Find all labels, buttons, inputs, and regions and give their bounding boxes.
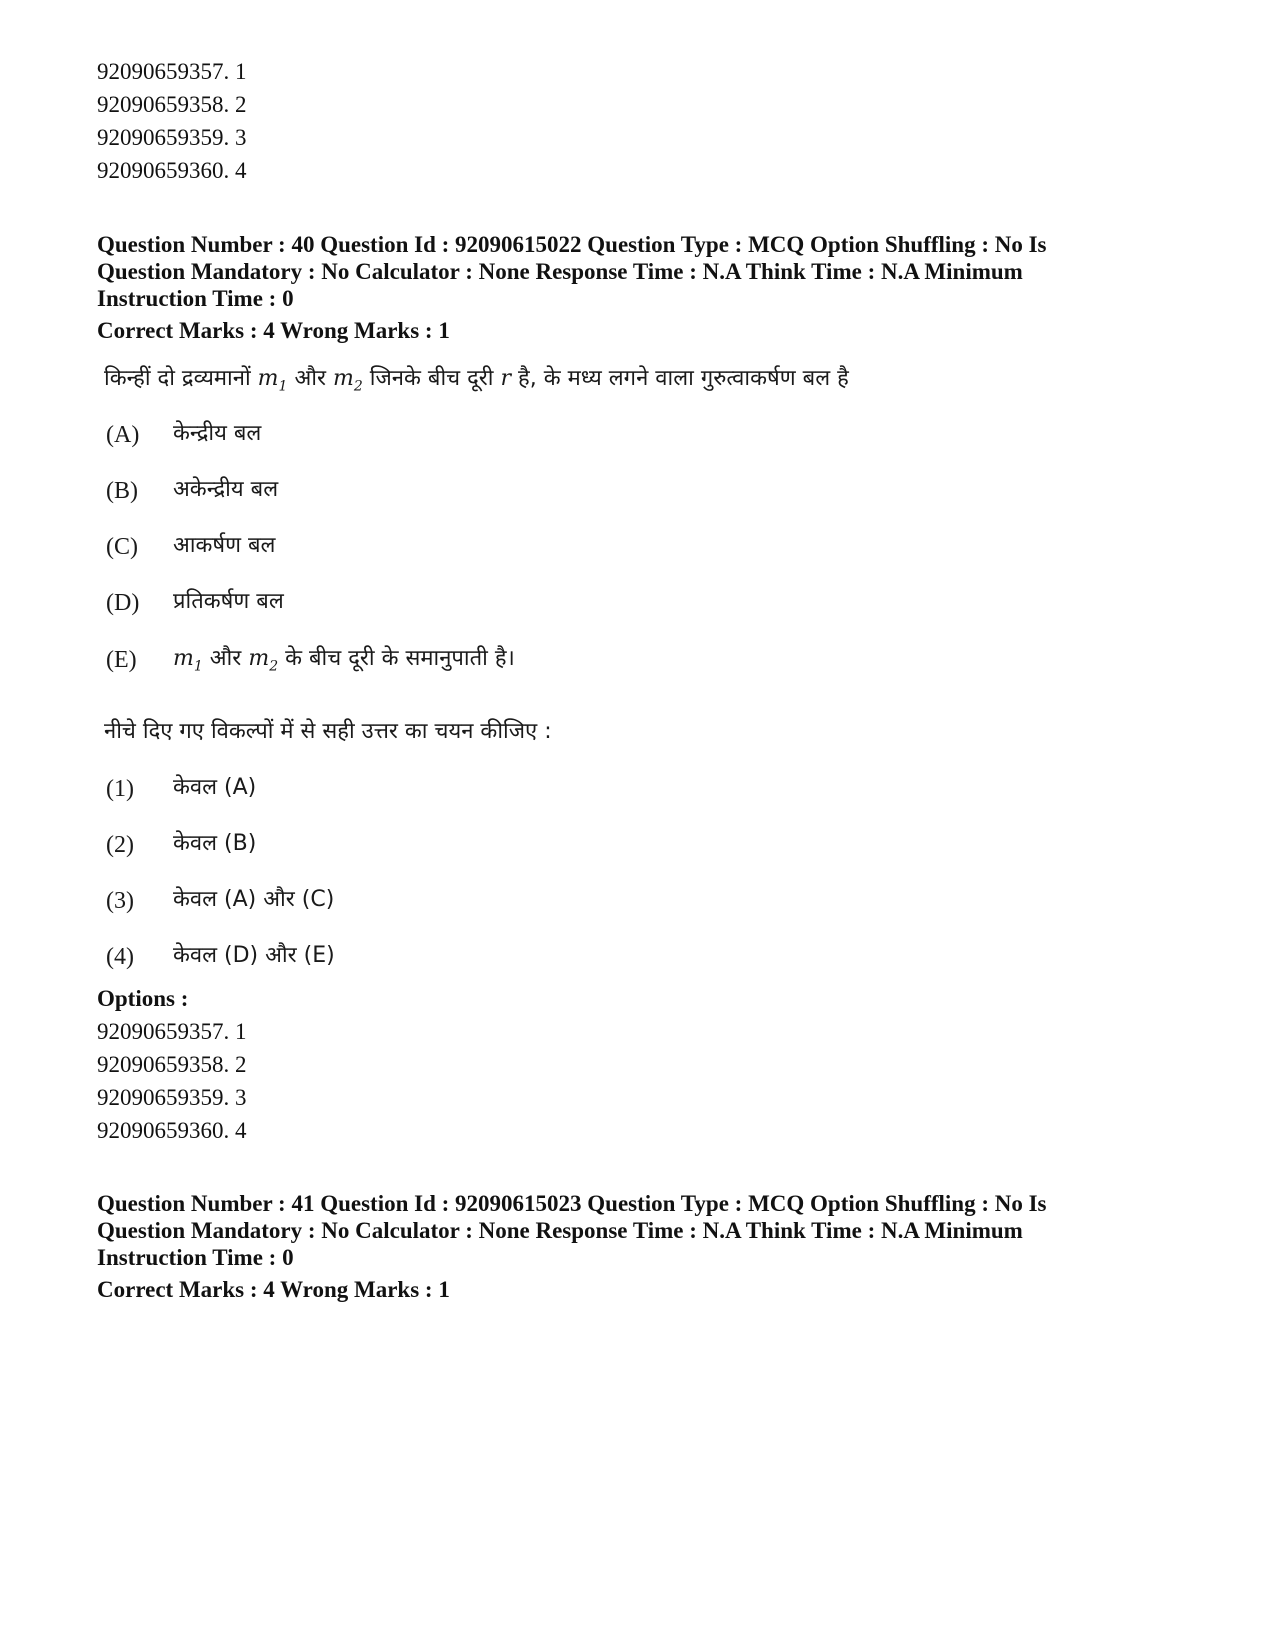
distance-r: r: [500, 366, 512, 391]
stem-text: किन्हीं दो द्रव्यमानों: [104, 366, 251, 391]
statement-label: (B): [106, 478, 138, 504]
option-line: 92090659358. 2: [97, 92, 247, 117]
statement-label: (E): [106, 647, 137, 673]
choice-label: (2): [106, 832, 134, 858]
choice-text: केवल (A) और (C): [173, 887, 335, 912]
mass-m2: $m_2$: [332, 366, 363, 395]
option-line: 92090659357. 1: [97, 1019, 247, 1044]
q40-stem: [104, 364, 849, 401]
statement-label: (C): [106, 534, 138, 560]
statement-label: (A): [106, 422, 140, 448]
options-heading: Options :: [97, 986, 189, 1011]
q41-marks: Correct Marks : 4 Wrong Marks : 1: [97, 1277, 450, 1302]
option-line: 92090659360. 4: [97, 158, 247, 183]
mass-m1: $m_1$: [257, 366, 288, 395]
stem-text: जिनके बीच दूरी: [369, 366, 494, 391]
mass-m2: $m_2$: [248, 646, 279, 675]
option-line: 92090659359. 3: [97, 125, 247, 150]
mass-m1: $m_1$: [173, 646, 203, 675]
q41-meta-line3: Instruction Time : 0: [97, 1245, 294, 1270]
choice-label: (4): [106, 944, 134, 970]
statement-text: $m_1$ और $m_2$ के बीच दूरी के समानुपाती है।: [173, 646, 515, 675]
option-line: 92090659358. 2: [97, 1052, 247, 1077]
statement-text: अकेन्द्रीय बल: [173, 477, 279, 502]
option-line: 92090659359. 3: [97, 1085, 247, 1110]
statement-label: (D): [106, 590, 140, 616]
q40-meta-line1: Question Number : 40 Question Id : 92090615022 Question Type : MCQ Option Shuffling : No Is: [97, 232, 1047, 257]
q41-meta-line2: Question Mandatory : No Calculator : None Response Time : N.A Think Time : N.A Minimum: [97, 1218, 1023, 1243]
q41-meta-line1: Question Number : 41 Question Id : 92090615023 Question Type : MCQ Option Shuffling : No Is: [97, 1191, 1047, 1216]
choice-text: केवल (D) और (E): [173, 943, 335, 968]
stem-and: और: [294, 366, 326, 391]
q40-meta-line2: Question Mandatory : No Calculator : None Response Time : N.A Think Time : N.A Minimum: [97, 259, 1023, 284]
statement-text: प्रतिकर्षण बल: [173, 589, 284, 614]
choice-text: केवल (B): [173, 831, 257, 856]
q40-marks: Correct Marks : 4 Wrong Marks : 1: [97, 318, 450, 343]
q40-instruction: नीचे दिए गए विकल्पों में से सही उत्तर का चयन कीजिए :: [104, 719, 552, 744]
choice-label: (3): [106, 888, 134, 914]
statement-text: आकर्षण बल: [173, 533, 276, 558]
statement-text: केन्द्रीय बल: [173, 421, 262, 446]
option-line: 92090659360. 4: [97, 1118, 247, 1143]
choice-text: केवल (A): [173, 775, 257, 800]
option-line: 92090659357. 1: [97, 59, 247, 84]
choice-label: (1): [106, 776, 134, 802]
stem-text: है, के मध्य लगने वाला गुरुत्वाकर्षण बल है: [518, 366, 849, 391]
q40-meta-line3: Instruction Time : 0: [97, 286, 294, 311]
